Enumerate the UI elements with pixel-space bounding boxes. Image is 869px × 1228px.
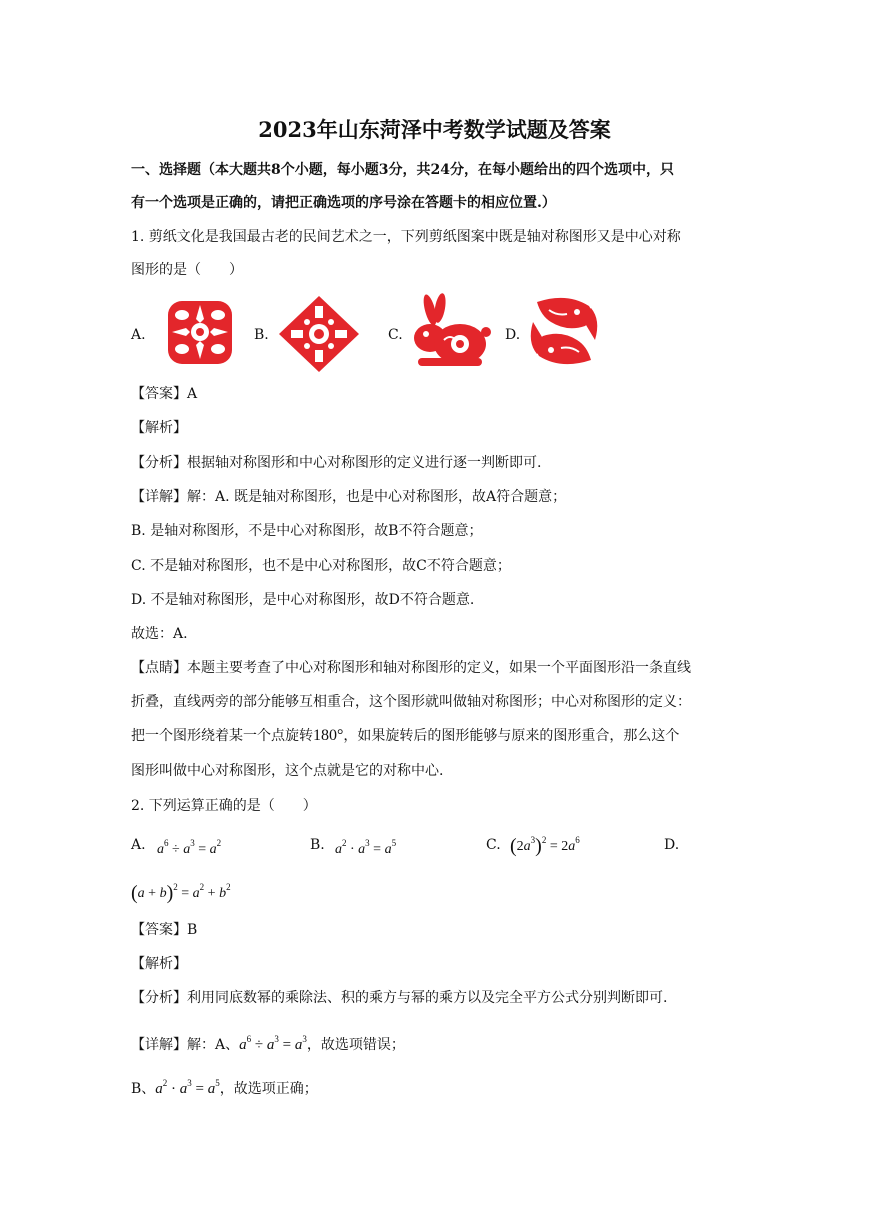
q2-xiangjie-formula: $a^6 \div a^3 = a^3$	[239, 1034, 307, 1053]
papercut-flower-image-a	[160, 295, 240, 370]
q1-dianjing-line3	[131, 726, 679, 746]
section-heading-line2: 有一个选项是正确的，请把正确选项的序号涂在答题卡的相应位置.）	[131, 195, 556, 211]
q2-option-c-label: C.	[486, 837, 501, 853]
q2-detail-b	[131, 1073, 318, 1099]
q2-xiangjie-prefix: 【详解】解：A、	[131, 1037, 240, 1053]
q1-detail-c: C. 不是轴对称图形，也不是中心对称图形，故C不符合题意；	[131, 558, 511, 574]
papercut-snowflake-image-b	[277, 294, 361, 374]
angle-180-degrees: 180°	[313, 727, 344, 744]
q2-option-d-label: D.	[664, 837, 680, 853]
q1-fenxi: 【分析】根据轴对称图形和中心对称图形的定义进行逐一判断即可.	[131, 455, 542, 471]
q1-stem-line1: 1. 剪纸文化是我国最古老的民间艺术之一，下列剪纸图案中既是轴对称图形又是中心对称	[131, 229, 681, 245]
papercut-rabbit-image-c	[408, 292, 492, 372]
q2-option-b-label: B.	[310, 837, 325, 853]
q1-xiangjie: 【详解】解：A. 既是轴对称图形，也是中心对称图形，故A符合题意；	[131, 489, 567, 505]
q2-analysis-heading: 【解析】	[131, 956, 187, 972]
q1-option-c-label: C.	[388, 327, 403, 343]
q1-answer: 【答案】A	[131, 386, 198, 402]
q2-detail-b-formula: $a^2 \cdot a^3 = a^5$	[155, 1078, 220, 1097]
q1-detail-d: D. 不是轴对称图形，是中心对称图形，故D不符合题意.	[131, 592, 475, 608]
q2-detail-b-prefix: B、	[131, 1081, 156, 1097]
q2-xiangjie-suffix: ，故选项错误；	[306, 1037, 405, 1053]
q1-option-a-label: A.	[131, 327, 146, 343]
q1-stem-line2: 图形的是（ ）	[131, 262, 243, 278]
q1-option-b-label: B.	[254, 327, 269, 343]
q2-option-a-formula: $a^6 \div a^3 = a^2$	[157, 838, 222, 857]
q2-fenxi: 【分析】利用同底数幂的乘除法、积的乘方与幂的乘方以及完全平方公式分别判断即可.	[131, 990, 668, 1006]
q2-option-c-formula: $(2a^3)^2 = 2a^6$	[510, 835, 580, 857]
q1-detail-b: B. 是轴对称图形，不是中心对称图形，故B不符合题意；	[131, 523, 483, 539]
q2-stem: 2. 下列运算正确的是（ ）	[131, 798, 317, 814]
q2-option-a-label: A.	[131, 837, 146, 853]
q1-analysis-heading: 【解析】	[131, 420, 187, 436]
q1-option-d-label: D.	[505, 327, 521, 343]
section-heading-line1: 一、选择题（本大题共8个小题，每小题3分，共24分，在每小题给出的四个选项中，只	[131, 162, 674, 178]
q1-dianjing-line3-part2: ，如果旋转后的图形能够与原来的图形重合，那么这个	[343, 728, 680, 744]
q2-option-b-formula: $a^2 \cdot a^3 = a^5$	[335, 838, 397, 857]
q2-answer: 【答案】B	[131, 922, 198, 938]
q1-dianjing-line4: 图形叫做中心对称图形，这个点就是它的对称中心.	[131, 763, 444, 779]
q1-dianjing-line1: 【点睛】本题主要考查了中心对称图形和轴对称图形的定义，如果一个平面图形沿一条直线	[131, 660, 691, 676]
page-title: 2023年山东菏泽中考数学试题及答案	[258, 117, 611, 142]
q2-option-d-formula: $(a + b)^2 = a^2 + b^2$	[131, 882, 231, 904]
papercut-fish-image-d	[527, 292, 601, 370]
q2-xiangjie	[131, 1029, 405, 1055]
q1-dianjing-line2: 折叠，直线两旁的部分能够互相重合，这个图形就叫做轴对称图形；中心对称图形的定义：	[131, 694, 691, 710]
q1-guxuan: 故选：A.	[131, 626, 188, 642]
q2-detail-b-suffix: ，故选项正确；	[219, 1081, 318, 1097]
q1-dianjing-line3-part1: 把一个图形绕着某一个点旋转	[131, 728, 313, 744]
